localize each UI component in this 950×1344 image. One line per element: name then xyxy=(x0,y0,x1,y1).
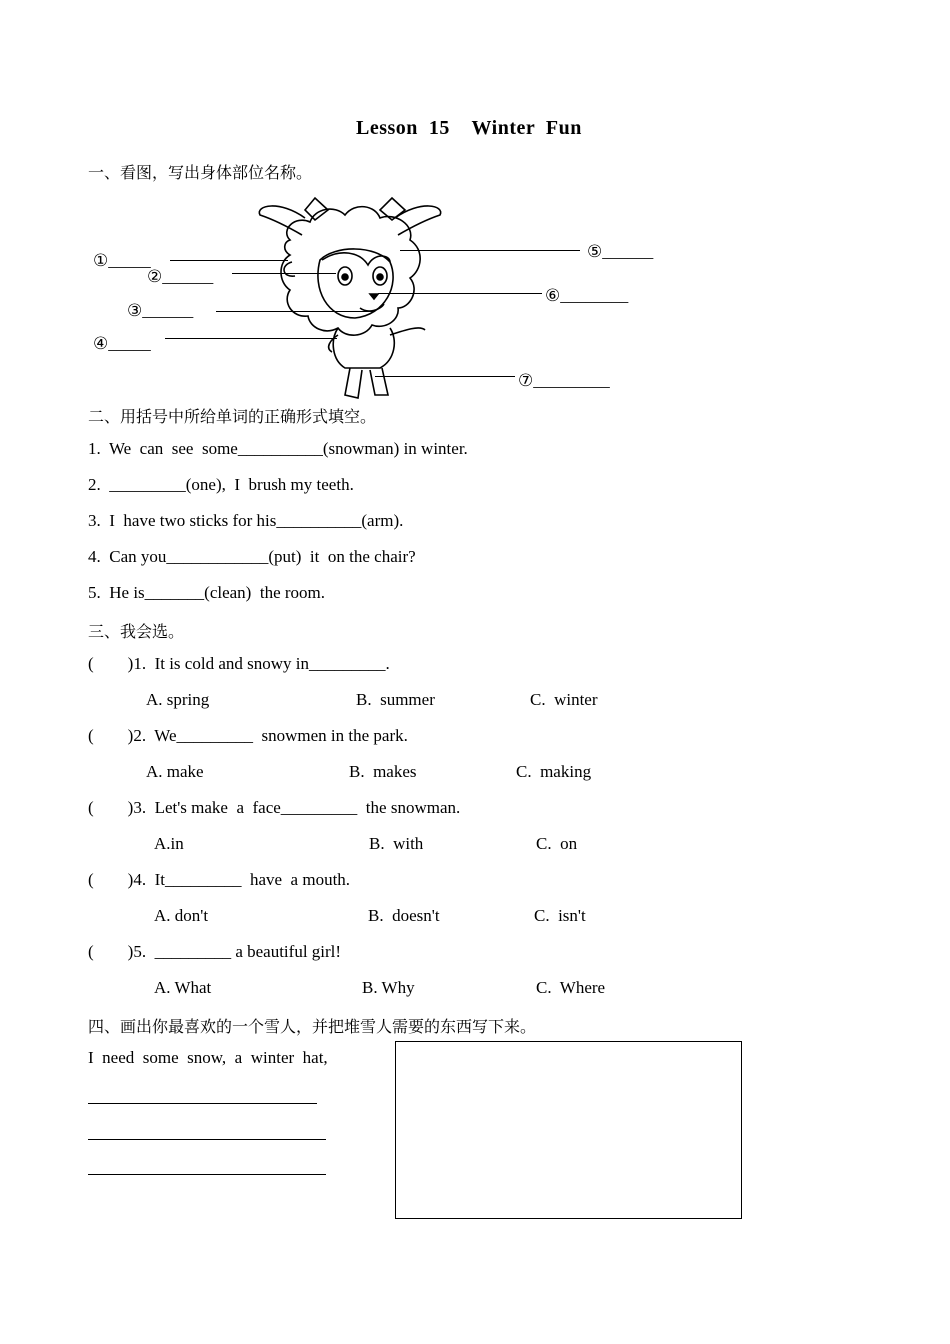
writing-line-3[interactable] xyxy=(88,1174,326,1175)
pointer-line-1 xyxy=(170,260,288,261)
choice-2-a: A. make xyxy=(146,762,204,781)
choice-2-c: C. making xyxy=(516,762,592,781)
pointer-line-5 xyxy=(400,250,580,251)
pointer-line-6 xyxy=(378,293,542,294)
choice-question-2: ( )2. We_________ snowmen in the park. xyxy=(88,726,408,745)
choice-5-b: B. Why xyxy=(362,978,415,997)
pointer-line-7 xyxy=(375,376,515,377)
part-label-2: ②______ xyxy=(147,267,214,286)
fill-item-3: 3. I have two sticks for his__________(arm). xyxy=(88,511,404,530)
section3-heading: 三、我会选。 xyxy=(88,622,185,641)
choice-4-b: B. doesn't xyxy=(368,906,440,925)
choice-4-c: C. isn't xyxy=(534,906,586,925)
fill-item-4: 4. Can you____________(put) it on the chair? xyxy=(88,547,416,566)
drawing-box[interactable] xyxy=(395,1041,742,1219)
writing-line-1[interactable] xyxy=(88,1103,317,1104)
section2-heading: 二、用括号中所给单词的正确形式填空。 xyxy=(88,407,377,426)
choice-3-c: C. on xyxy=(536,834,578,853)
section4-heading: 四、画出你最喜欢的一个雪人，并把堆雪人需要的东西写下来。 xyxy=(88,1017,537,1036)
pointer-line-4 xyxy=(165,338,337,339)
part-label-5: ⑤______ xyxy=(587,242,654,261)
fill-item-2: 2. _________(one), I brush my teeth. xyxy=(88,475,354,494)
choice-2-b: B. makes xyxy=(349,762,417,781)
choice-question-4: ( )4. It_________ have a mouth. xyxy=(88,870,351,889)
choice-1-c: C. winter xyxy=(530,690,598,709)
part-label-4: ④_____ xyxy=(93,334,151,353)
choice-question-3: ( )3. Let's make a face_________ the snowman. xyxy=(88,798,461,817)
sheep-illustration xyxy=(250,190,450,410)
section1-heading: 一、看图，写出身体部位名称。 xyxy=(88,163,313,182)
part-label-3: ③______ xyxy=(127,301,194,320)
writing-line-2[interactable] xyxy=(88,1139,326,1140)
choice-4-a: A. don't xyxy=(154,906,209,925)
page-title: Lesson 15 Winter Fun xyxy=(356,117,582,139)
section4-sentence: I need some snow, a winter hat, xyxy=(88,1048,328,1067)
choice-question-5: ( )5. _________ a beautiful girl! xyxy=(88,942,342,961)
choice-question-1: ( )1. It is cold and snowy in_________. xyxy=(88,654,390,673)
fill-item-1: 1. We can see some__________(snowman) in winter. xyxy=(88,439,468,458)
part-label-6: ⑥________ xyxy=(545,286,629,305)
choice-3-a: A.in xyxy=(154,834,184,853)
choice-1-b: B. summer xyxy=(356,690,435,709)
choice-3-b: B. with xyxy=(369,834,424,853)
choice-1-a: A. spring xyxy=(146,690,210,709)
choice-5-c: C. Where xyxy=(536,978,606,997)
fill-item-5: 5. He is_______(clean) the room. xyxy=(88,583,325,602)
part-label-1: ①_____ xyxy=(93,251,151,270)
pointer-line-2 xyxy=(232,273,336,274)
choice-5-a: A. What xyxy=(154,978,212,997)
part-label-7: ⑦_________ xyxy=(518,371,610,390)
pointer-line-3 xyxy=(216,311,374,312)
